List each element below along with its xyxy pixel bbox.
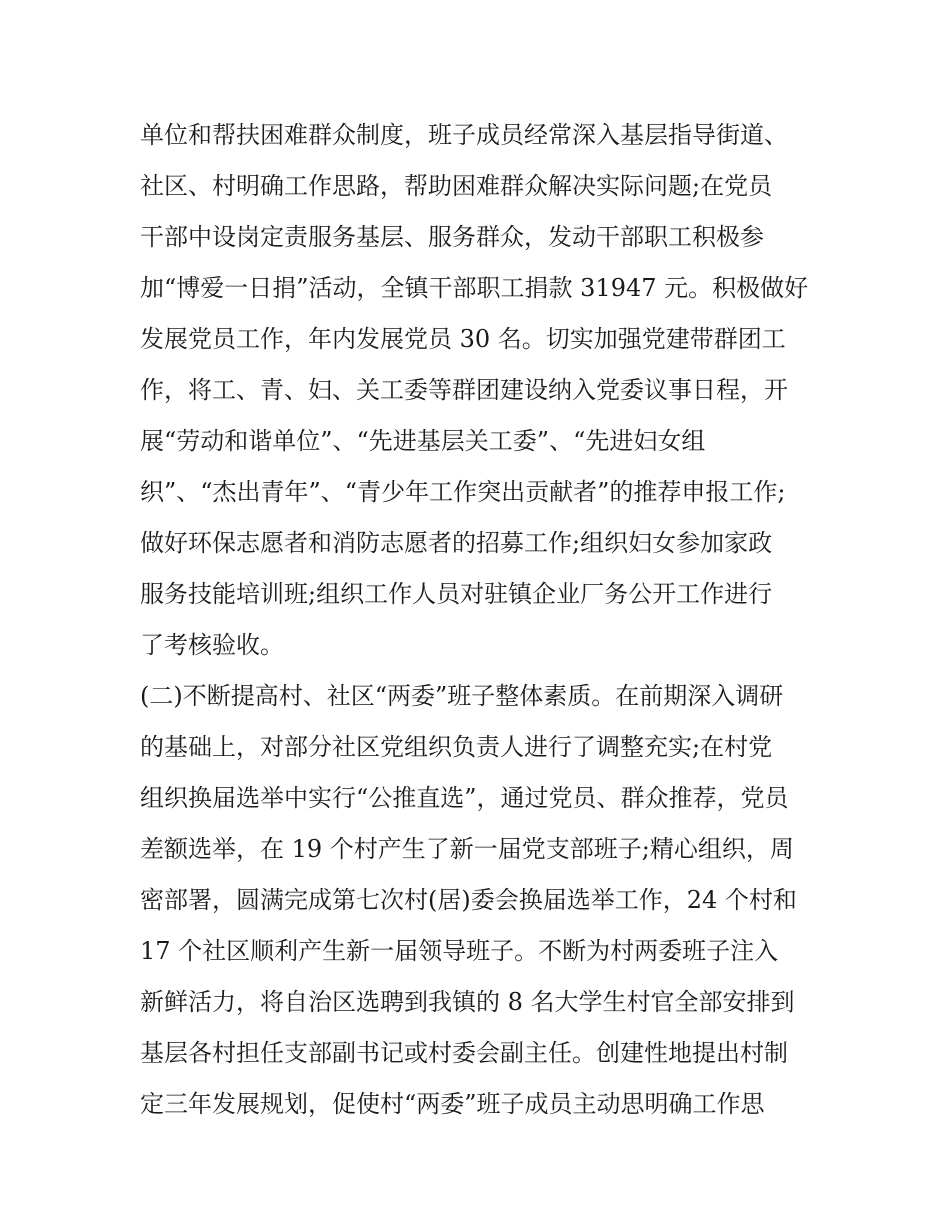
text-line: 社区、村明确工作思路，帮助困难群众解决实际问题;在党员 — [140, 172, 773, 200]
body-text — [140, 100, 820, 1120]
section-heading-line: (二)不断提高村、社区“两委”班子整体素质。在前期深入调研 — [140, 682, 784, 710]
text-line: 服务技能培训班;组织工作人员对驻镇企业厂务公开工作进行 — [140, 580, 773, 608]
text-line: 织”、“杰出青年”、“青少年工作突出贡献者”的推荐申报工作; — [140, 478, 786, 506]
text-line: 加“博爱一日捐”活动，全镇干部职工捐款 31947 元。积极做好 — [140, 274, 809, 302]
text-line: 定三年发展规划，促使村“两委”班子成员主动思明确工作思 — [140, 1090, 765, 1118]
text-line: 展“劳动和谐单位”、“先进基层关工委”、“先进妇女组 — [140, 427, 706, 455]
text-line: 密部署，圆满完成第七次村(居)委会换届选举工作，24 个村和 — [140, 886, 797, 914]
text-line: 组织换届选举中实行“公推直选”，通过党员、群众推荐，党员 — [140, 784, 789, 812]
text-line: 的基础上，对部分社区党组织负责人进行了调整充实;在村党 — [140, 733, 773, 761]
text-line: 干部中设岗定责服务基层、服务群众，发动干部职工积极参 — [140, 223, 764, 251]
text-line: 差额选举，在 19 个村产生了新一届党支部班子;精心组织，周 — [140, 835, 794, 863]
text-line: 基层各村担任支部副书记或村委会副主任。创建性地提出村制 — [140, 1039, 788, 1067]
text-line: 新鲜活力，将自治区选聘到我镇的 8 名大学生村官全部安排到 — [140, 988, 795, 1016]
text-line: 做好环保志愿者和消防志愿者的招募工作;组织妇女参加家政 — [140, 529, 773, 557]
text-line: 单位和帮扶困难群众制度，班子成员经常深入基层指导街道、 — [140, 121, 788, 149]
text-line: 作，将工、青、妇、关工委等群团建设纳入党委议事日程，开 — [140, 376, 788, 404]
text-line: 了考核验收。 — [140, 631, 284, 659]
text-line: 发展党员工作，年内发展党员 30 名。切实加强党建带群团工 — [140, 325, 786, 353]
text-line: 17 个社区顺利产生新一届领导班子。不断为村两委班子注入 — [140, 937, 779, 965]
